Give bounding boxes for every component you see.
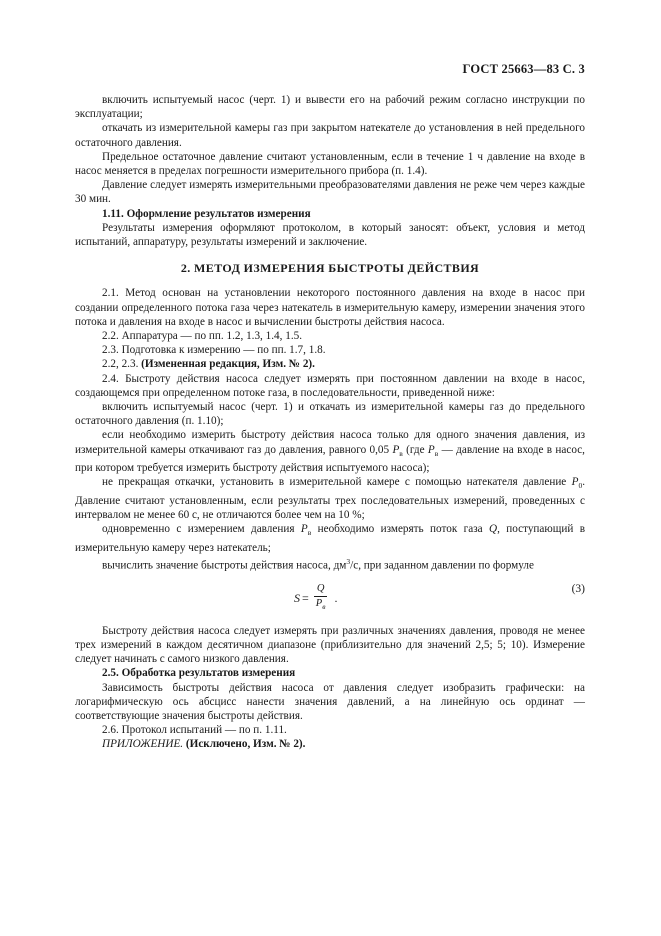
paragraph: откачать из измерительной камеры газ при закрытом натекателе до установления в ней предельного остаточного давления. [75, 122, 585, 149]
paragraph: вычислить значение быстроты действия насоса, $дм^3/с$, при заданном давлении по формуле [102, 556, 534, 572]
paragraph: Зависимость быстроты действия насоса от давления следует изобразить графически: на логарифмическую ось абсцисс нанести значения давлений, а на линейную ось ординат — соответствующие значения быстроты действия. [75, 681, 585, 722]
formula-number: (3) [571, 582, 585, 595]
body-text [75, 93, 585, 752]
paragraph: Предельное остаточное давление считают установленным, если в течение 1 ч давление на входе в насос меняется в пределах погрешности измерительного прибора (п. 1.4). [75, 150, 585, 178]
appendix-note: ПРИЛОЖЕНИЕ. (Исключено, Изм. № 2). [102, 738, 306, 751]
formula-fraction: $\frac{Q}{P_в}$ [314, 582, 328, 615]
edit-note: 2.2, 2.3. (Измененная редакция, Изм. № 2). [102, 358, 315, 371]
paragraph: одновременно с измерением давления $P_в$ необходимо измерять поток газа Q, поступающий в измерительную камеру через натекатель; [75, 523, 585, 554]
paragraph: включить испытуемый насос (черт. 1) и откачать из измерительной камеры газ до предельного остаточного давления (п. 1.10); [75, 401, 585, 428]
paragraph: 2.4. Быстроту действия насоса следует измерять при постоянном давлении на входе в насос, создающемся при определенном потоке газа, в последовательности, приведенной ниже: [75, 372, 585, 399]
section-heading: 2. МЕТОД ИЗМЕРЕНИЯ БЫСТРОТЫ ДЕЙСТВИЯ [180, 261, 480, 276]
paragraph: включить испытуемый насос (черт. 1) и вывести его на рабочий режим согласно инструкции по эксплуатации; [75, 94, 585, 121]
paragraph: 2.1. Метод основан на установлении некоторого постоянного давления на входе в насос при создании определенного потока газа через натекатель в измерительную камеру, измерении значения этого потока и давления на входе в насос и вычислении быстроты действия насоса. [75, 287, 585, 328]
paragraph: 2.2. Аппаратура — по пп. 1.2, 1.3, 1.4, 1.5. [102, 330, 303, 343]
paragraph: Быстроту действия насоса следует измерять при различных значениях давления, проводя не менее трех измерений в каждом десятичном диапазоне (приблизительно для значений 2,5; 5; 10). Измерение следует начинать с самого низкого давления. [75, 624, 585, 666]
paragraph: Давление следует измерять измерительными преобразователями давления не реже чем через каждые 30 мин. [75, 179, 585, 206]
subsection-heading: 1.11. Оформление результатов измерения [102, 207, 311, 220]
paragraph: не прекращая откачки, установить в измерительной камере с помощью натекателя давление $P_0$. Давление считают установленным, если результаты трех последовательных измерений, проведенных с интервалом не менее 60 с, не отличаются более чем на 10 %; [75, 476, 585, 521]
paragraph: 2.6. Протокол испытаний — по п. 1.11. [102, 724, 287, 737]
speed-formula: S = $\frac{Q}{P_в}$ . [294, 582, 337, 615]
page-header: ГОСТ 25663—83 С. 3 [462, 62, 585, 76]
paragraph: если необходимо измерить быстроту действия насоса только для одного значения давления, из измерительной камеры откачивают газ до давления, равного 0,05 $P_в$ (где $P_в$ — давление на входе в насос, при котором требуется измерить быстроту действия испытуемого насоса); [75, 429, 585, 475]
formula-block [75, 578, 585, 618]
paragraph: Результаты измерения оформляют протоколом, в который заносят: объект, условия и метод испытаний, аппаратуру, результаты измерений и заключение. [75, 221, 585, 249]
subsection-heading: 2.5. Обработка результатов измерения [102, 667, 296, 680]
paragraph: 2.3. Подготовка к измерению — по пп. 1.7, 1.8. [102, 344, 326, 357]
